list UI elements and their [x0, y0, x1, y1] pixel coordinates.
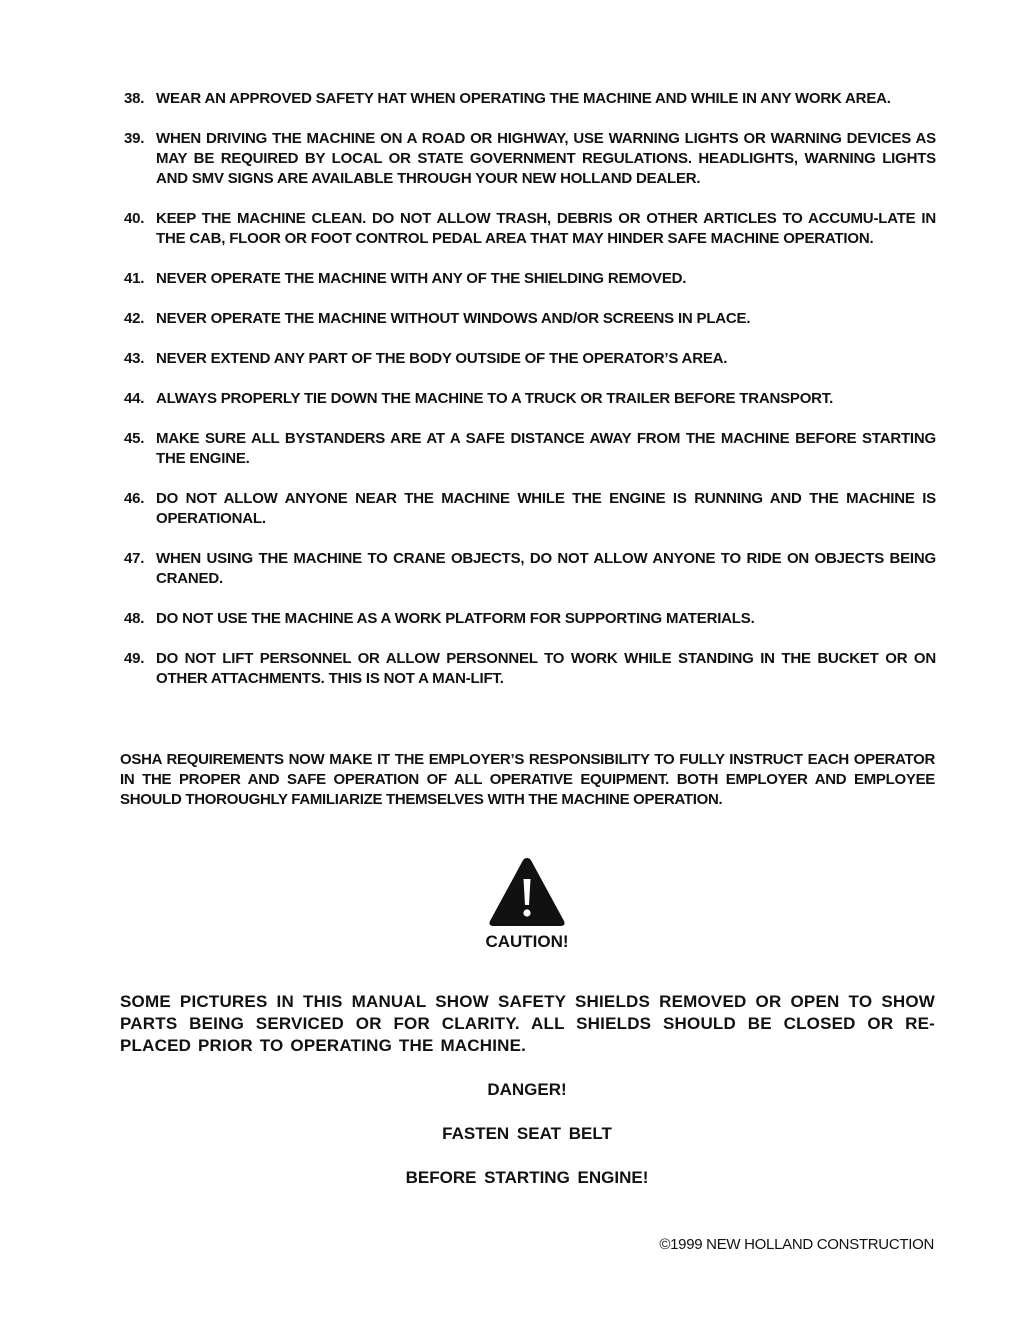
item-text: WHEN USING THE MACHINE TO CRANE OBJECTS, DO NOT ALLOW ANYONE TO RIDE ON OBJECTS BEING CRANED. — [156, 550, 936, 587]
starting-engine-line: BEFORE STARTING ENGINE! — [405, 1168, 649, 1187]
item-text: NEVER EXTEND ANY PART OF THE BODY OUTSIDE OF THE OPERATOR’S AREA. — [156, 350, 728, 367]
item-number: 46. — [124, 490, 145, 507]
item-text: KEEP THE MACHINE CLEAN. DO NOT ALLOW TRASH, DEBRIS OR OTHER ARTICLES TO ACCUMU-LATE IN THE CAB, FLOOR OR FOOT CONTROL PEDAL AREA THAT MAY HINDER SAFE MACHINE OPERATION. — [156, 210, 936, 247]
shields-notice: SOME PICTURES IN THIS MANUAL SHOW SAFETY SHIELDS REMOVED OR OPEN TO SHOW PARTS BEING SERVICED OR FOR CLARITY. ALL SHIELDS SHOULD BE CLOSED OR RE-PLACED PRIOR TO OPERATING THE MACHINE. — [120, 992, 935, 1055]
item-number: 47. — [124, 550, 145, 567]
warning-triangle-icon — [487, 855, 567, 929]
safety-item-43 — [124, 349, 936, 369]
safety-item-45 — [124, 429, 936, 469]
item-text: ALWAYS PROPERLY TIE DOWN THE MACHINE TO A TRUCK OR TRAILER BEFORE TRANSPORT. — [156, 390, 834, 407]
safety-item-44 — [124, 389, 936, 409]
item-number: 38. — [124, 90, 145, 107]
safety-item-48 — [124, 609, 936, 629]
safety-item-41 — [124, 269, 936, 289]
safety-item-39 — [124, 129, 936, 189]
safety-item-42 — [124, 309, 936, 329]
safety-item-49 — [124, 649, 936, 689]
safety-list — [124, 89, 936, 709]
item-text: WHEN DRIVING THE MACHINE ON A ROAD OR HIGHWAY, USE WARNING LIGHTS OR WARNING DEVICES AS MAY BE REQUIRED BY LOCAL OR STATE GOVERNMENT REGULATIONS. HEADLIGHTS, WARNING LIGHTS AND SMV SIGNS ARE AVAILABLE THROUGH YOUR NEW HOLLAND DEALER. — [156, 130, 936, 187]
item-number: 45. — [124, 430, 145, 447]
item-number: 48. — [124, 610, 145, 627]
item-number: 39. — [124, 130, 145, 147]
item-text: NEVER OPERATE THE MACHINE WITH ANY OF THE SHIELDING REMOVED. — [156, 270, 687, 287]
item-number: 41. — [124, 270, 145, 287]
copyright-footer: ©1999 NEW HOLLAND CONSTRUCTION — [659, 1236, 934, 1253]
danger-title: DANGER! — [487, 1080, 567, 1099]
item-text: DO NOT USE THE MACHINE AS A WORK PLATFORM FOR SUPPORTING MATERIALS. — [156, 610, 755, 627]
item-number: 44. — [124, 390, 145, 407]
seat-belt-line: FASTEN SEAT BELT — [442, 1124, 612, 1143]
item-number: 43. — [124, 350, 145, 367]
safety-item-47 — [124, 549, 936, 589]
item-text: WEAR AN APPROVED SAFETY HAT WHEN OPERATING THE MACHINE AND WHILE IN ANY WORK AREA. — [156, 90, 891, 107]
item-text: MAKE SURE ALL BYSTANDERS ARE AT A SAFE DISTANCE AWAY FROM THE MACHINE BEFORE STARTING THE ENGINE. — [156, 430, 936, 467]
safety-item-40 — [124, 209, 936, 249]
item-text: DO NOT LIFT PERSONNEL OR ALLOW PERSONNEL TO WORK WHILE STANDING IN THE BUCKET OR ON OTHER ATTACHMENTS. THIS IS NOT A MAN-LIFT. — [156, 650, 936, 687]
item-text: NEVER OPERATE THE MACHINE WITHOUT WINDOWS AND/OR SCREENS IN PLACE. — [156, 310, 751, 327]
item-number: 49. — [124, 650, 145, 667]
osha-paragraph: OSHA REQUIREMENTS NOW MAKE IT THE EMPLOYER’S RESPONSIBILITY TO FULLY INSTRUCT EACH OPERATOR IN THE PROPER AND SAFE OPERATION OF ALL OPERATIVE EQUIPMENT. BOTH EMPLOYER AND EMPLOYEE SHOULD THOROUGHLY FAMILIARIZE THEMSELVES WITH THE MACHINE OPERATION. — [120, 751, 935, 808]
item-number: 42. — [124, 310, 145, 327]
caution-title: CAUTION! — [485, 932, 569, 951]
caution-block — [0, 855, 1024, 952]
safety-item-46 — [124, 489, 936, 529]
item-number: 40. — [124, 210, 145, 227]
item-text: DO NOT ALLOW ANYONE NEAR THE MACHINE WHILE THE ENGINE IS RUNNING AND THE MACHINE IS OPERATIONAL. — [156, 490, 936, 527]
safety-item-38 — [124, 89, 936, 109]
